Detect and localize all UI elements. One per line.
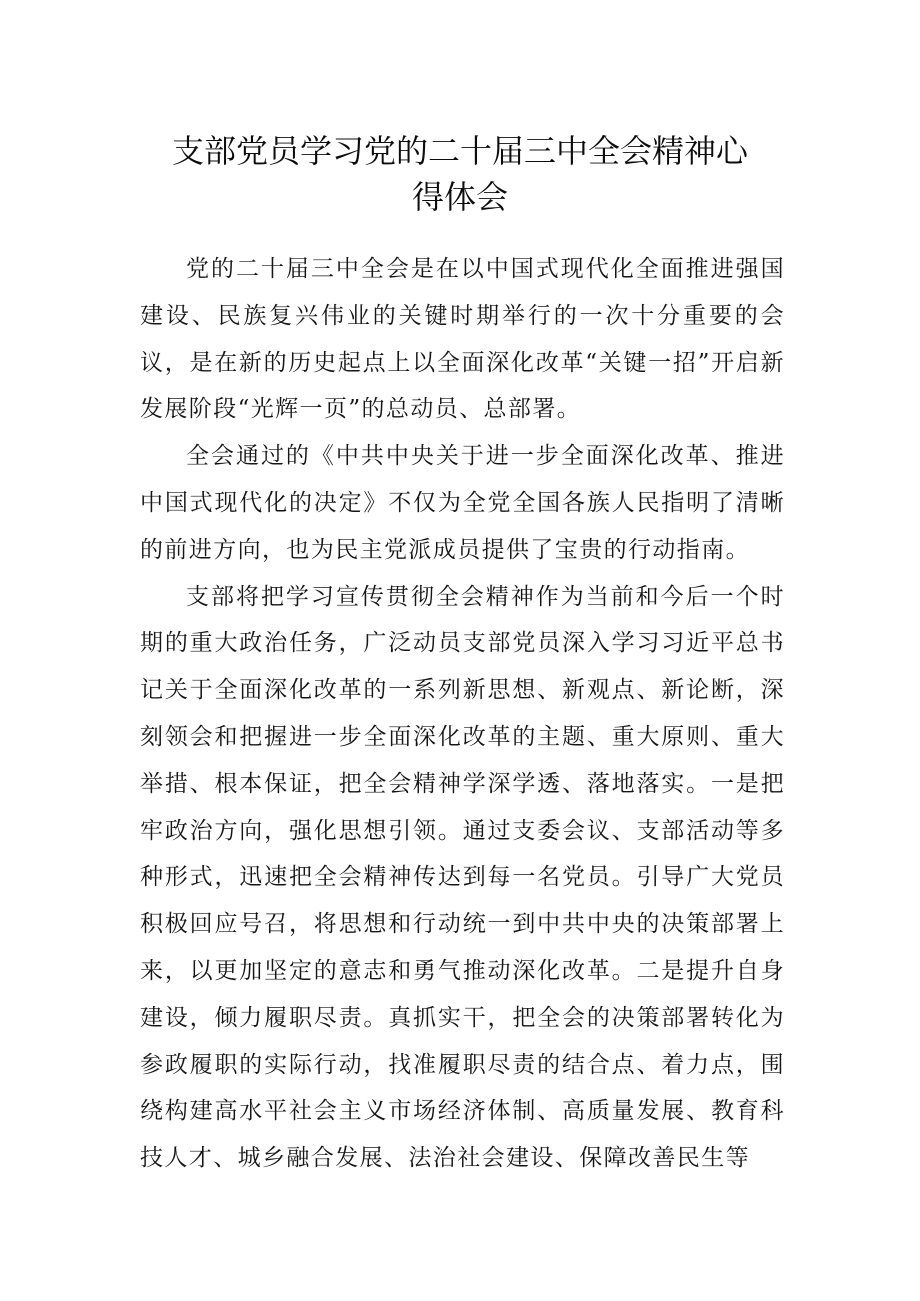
title-line-2: 得体会	[411, 178, 508, 216]
paragraph-3: 支部将把学习宣传贯彻全会精神作为当前和今后一个时期的重大政治任务，广泛动员支部党员深入学习习近平总书记关于全面深化改革的一系列新思想、新观点、新论断，深刻领会和把握进一步全面深化改革的主题、重大原则、重大举措、根本保证，把全会精神学深学透、落地落实。一是把牢政治方向，强化思想引领。通过支委会议、支部活动等多种形式，迅速把全会精神传达到每一名党员。引导广大党员积极回应号召，将思想和行动统一到中共中央的决策部署上来，以更加坚定的意志和勇气推动深化改革。二是提升自身建设，倾力履职尽责。真抓实干，把全会的决策部署转化为参政履职的实际行动，找准履职尽责的结合点、着力点，围绕构建高水平社会主义市场经济体制、高质量发展、教育科技人才、城乡融合发展、法治社会建设、保障改善民生等	[140, 583, 785, 1172]
paragraph-2: 全会通过的《中共中央关于进一步全面深化改革、推进中国式现代化的决定》不仅为全党全国各族人民指明了清晰的前进方向，也为民主党派成员提供了宝贵的行动指南。	[140, 443, 785, 563]
document-title	[140, 128, 780, 220]
paragraph-1: 党的二十届三中全会是在以中国式现代化全面推进强国建设、民族复兴伟业的关键时期举行的一次十分重要的会议，是在新的历史起点上以全面深化改革“关键一招”开启新发展阶段“光辉一页”的总动员、总部署。	[140, 256, 785, 423]
document-body	[140, 246, 785, 1182]
title-line-1: 支部党员学习党的二十届三中全会精神心	[171, 132, 748, 170]
